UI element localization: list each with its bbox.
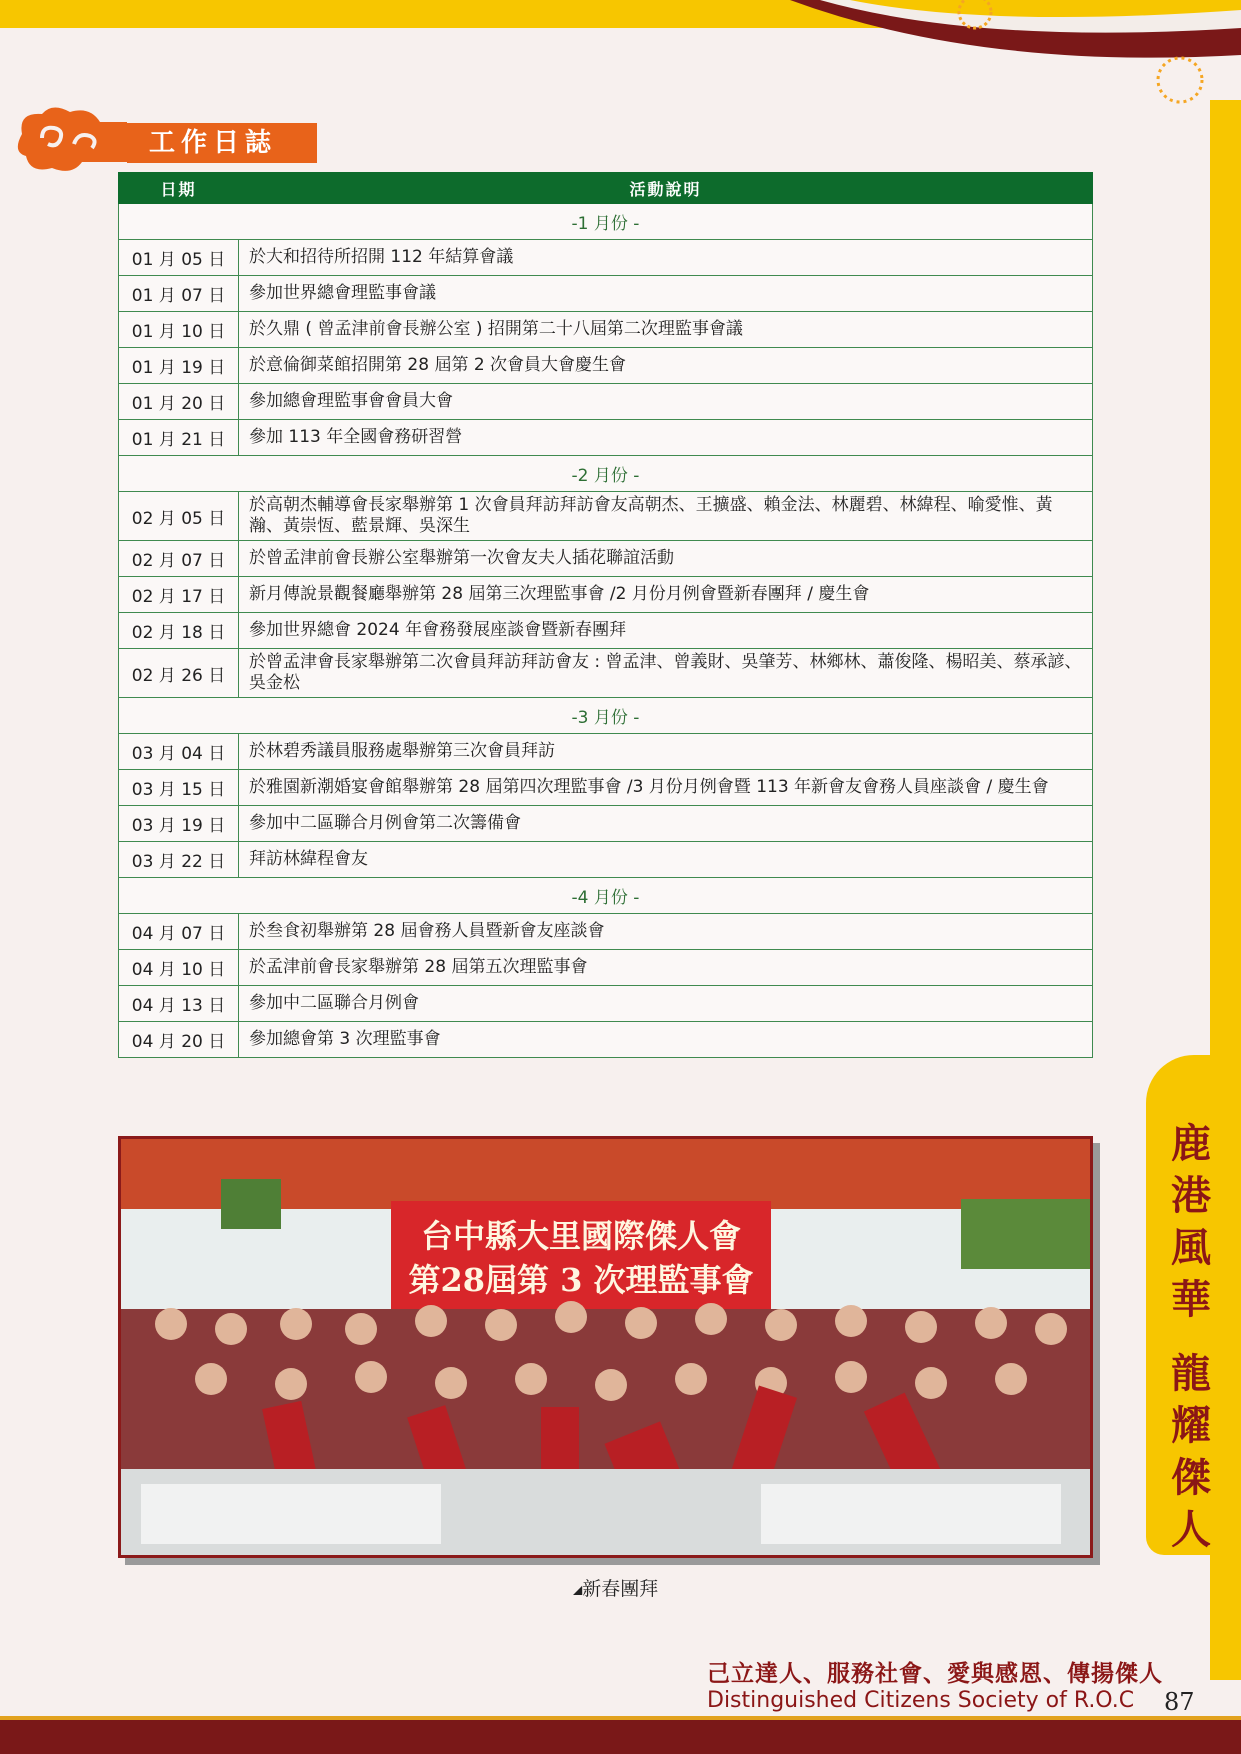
row-description: 拜訪林緯程會友 — [239, 842, 1093, 878]
row-date: 01 月 19 日 — [119, 348, 239, 384]
table-row — [119, 276, 1093, 312]
photo-caption-text: 新春團拜 — [582, 1578, 659, 1600]
row-description: 參加世界總會 2024 年會務發展座談會暨新春團拜 — [239, 613, 1093, 649]
table-row — [119, 492, 1093, 541]
month-row — [119, 698, 1093, 734]
table-row — [119, 240, 1093, 276]
row-date: 02 月 26 日 — [119, 649, 239, 698]
month-row — [119, 456, 1093, 492]
table-row — [119, 806, 1093, 842]
row-description: 於大和招待所招開 112 年結算會議 — [239, 240, 1093, 276]
row-description: 於雅園新潮婚宴會館舉辦第 28 屆第四次理監事會 /3 月份月例會暨 113 年新會友會務人員座談會 / 慶生會 — [239, 770, 1093, 806]
row-date: 03 月 15 日 — [119, 770, 239, 806]
row-date: 01 月 20 日 — [119, 384, 239, 420]
month-row — [119, 878, 1093, 914]
section-title: 工作日誌 — [127, 123, 317, 163]
month-label: -4 月份 - — [119, 878, 1093, 914]
photo-banner-line1: 台中縣大里國際傑人會 — [420, 1217, 742, 1255]
page-number: 87 — [1164, 1688, 1195, 1716]
month-row — [119, 204, 1093, 240]
table-row — [119, 770, 1093, 806]
row-date: 01 月 07 日 — [119, 276, 239, 312]
row-description: 於孟津前會長家舉辦第 28 屆第五次理監事會 — [239, 950, 1093, 986]
table-row — [119, 348, 1093, 384]
row-date: 01 月 10 日 — [119, 312, 239, 348]
row-date: 02 月 05 日 — [119, 492, 239, 541]
group-photo — [118, 1136, 1093, 1558]
table-row — [119, 420, 1093, 456]
row-date: 02 月 17 日 — [119, 577, 239, 613]
month-label: -3 月份 - — [119, 698, 1093, 734]
row-date: 04 月 10 日 — [119, 950, 239, 986]
row-description: 於曾孟津會長家舉辦第二次會員拜訪拜訪會友 : 曾孟津、曾義財、吳肇芳、林鄉林、蕭俊隆、楊昭美、蔡承諺、吳金松 — [239, 649, 1093, 698]
table-row — [119, 541, 1093, 577]
table-row — [119, 312, 1093, 348]
cloud-ornament-icon — [12, 104, 127, 176]
table-header-row — [119, 173, 1093, 204]
row-description: 於高朝杰輔導會長家舉辦第 1 次會員拜訪拜訪會友高朝杰、王擴盛、賴金法、林麗碧、林緯程、喻愛惟、黃瀚、黃崇恆、藍景輝、吳深生 — [239, 492, 1093, 541]
side-title-line1: 鹿港風華 — [1171, 1120, 1211, 1323]
side-title-line2: 龍耀傑人 — [1171, 1350, 1211, 1553]
row-date: 02 月 07 日 — [119, 541, 239, 577]
row-description: 於久鼎 ( 曾孟津前會長辦公室 ) 招開第二十八屆第二次理監事會議 — [239, 312, 1093, 348]
row-description: 新月傳說景觀餐廳舉辦第 28 屆第三次理監事會 /2 月份月例會暨新春團拜 / 慶生會 — [239, 577, 1093, 613]
top-swoosh-decoration — [0, 0, 1241, 110]
header-description: 活動說明 — [239, 173, 1093, 204]
row-date: 04 月 13 日 — [119, 986, 239, 1022]
table-row — [119, 384, 1093, 420]
row-date: 04 月 07 日 — [119, 914, 239, 950]
row-description: 參加世界總會理監事會議 — [239, 276, 1093, 312]
row-date: 03 月 22 日 — [119, 842, 239, 878]
row-description: 參加中二區聯合月例會 — [239, 986, 1093, 1022]
table-row — [119, 613, 1093, 649]
table-row — [119, 950, 1093, 986]
table-row — [119, 986, 1093, 1022]
row-description: 於林碧秀議員服務處舉辦第三次會員拜訪 — [239, 734, 1093, 770]
bottom-decorative-band — [0, 1720, 1241, 1754]
footer-motto: 己立達人、服務社會、愛與感恩、傳揚傑人 — [707, 1660, 1163, 1687]
group-photo-illustration — [121, 1139, 1090, 1555]
table-row — [119, 914, 1093, 950]
header-date: 日期 — [119, 173, 239, 204]
caption-triangle-icon: ◢ — [573, 1582, 583, 1597]
side-title — [1160, 1118, 1222, 1556]
row-description: 參加總會第 3 次理監事會 — [239, 1022, 1093, 1058]
table-row — [119, 577, 1093, 613]
month-label: -1 月份 - — [119, 204, 1093, 240]
table-row — [119, 1022, 1093, 1058]
row-date: 02 月 18 日 — [119, 613, 239, 649]
row-date: 03 月 04 日 — [119, 734, 239, 770]
table-row — [119, 842, 1093, 878]
row-description: 參加 113 年全國會務研習營 — [239, 420, 1093, 456]
photo-banner-line2: 第28屆第 3 次理監事會 — [408, 1261, 754, 1299]
photo-caption — [573, 1574, 658, 1601]
row-description: 參加中二區聯合月例會第二次籌備會 — [239, 806, 1093, 842]
row-date: 01 月 05 日 — [119, 240, 239, 276]
table-row — [119, 649, 1093, 698]
table-row — [119, 734, 1093, 770]
row-date: 03 月 19 日 — [119, 806, 239, 842]
row-date: 04 月 20 日 — [119, 1022, 239, 1058]
month-label: -2 月份 - — [119, 456, 1093, 492]
row-date: 01 月 21 日 — [119, 420, 239, 456]
row-description: 於叁食初舉辦第 28 屆會務人員暨新會友座談會 — [239, 914, 1093, 950]
row-description: 於意倫御菜館招開第 28 屆第 2 次會員大會慶生會 — [239, 348, 1093, 384]
footer-society-name: Distinguished Citizens Society of R.O.C — [707, 1688, 1135, 1713]
row-description: 參加總會理監事會會員大會 — [239, 384, 1093, 420]
work-log-table — [118, 172, 1093, 1058]
row-description: 於曾孟津前會長辦公室舉辦第一次會友夫人插花聯誼活動 — [239, 541, 1093, 577]
